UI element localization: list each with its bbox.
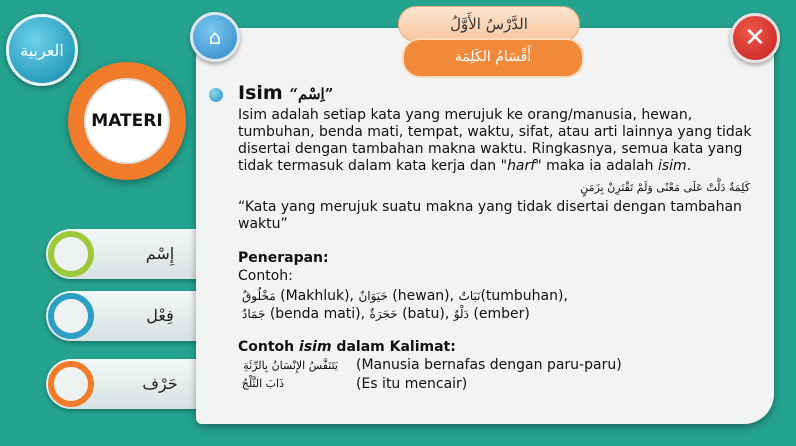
examples-row-1 [242,288,568,304]
nav-label-harf: حَرْف [142,374,178,393]
materi-label: MATERI [91,111,163,131]
example-meaning: (hewan), [392,288,455,304]
paragraph-text-2: " maka ia adalah [535,158,658,174]
paragraph-end: . [686,158,692,174]
example-meaning: (benda mati), [269,306,366,322]
paragraph-text: Isim adalah setiap kata yang merujuk ke orang/manusia, hewan, tumbuhan, benda mati, tempat, waktu, sifat, atau arti lainnya yang tidak disertai dengan tambahan makna waktu. Ringkasnya, semua kata yang tidak termasuk dalam kata kerja dan " [238,107,752,174]
kalimat-title-pre: Contoh [238,339,300,355]
example-arabic: نَبَاتٌ [458,289,481,303]
sentence-meaning: (Es itu mencair) [356,376,468,392]
definition-arabic: كَلِمَةٌ دَلَّتْ عَلَى مَعْنًى وَلَمْ تَقْتَرِنْ بِزَمَنٍ [580,181,750,194]
heading-title: Isim [238,82,283,104]
kalimat-title [238,339,456,355]
kalimat-title-em: isim [299,339,332,355]
app-logo [6,14,78,86]
kalimat-title-post: dalam Kalimat: [331,339,456,355]
example-meaning: (Makhluk), [280,288,354,304]
nav-ring-isim [48,231,94,277]
definition-quote: “Kata yang merujuk suatu makna yang tidak disertai dengan tambahan waktu” [238,199,742,232]
lesson-title: الدَّرْسُ الأَوَّلُ [398,6,580,42]
home-button[interactable] [190,12,240,62]
nav-ring-harf [48,361,94,407]
nav-label-isim: إِسْم [145,244,175,263]
nav-tab-fiil[interactable] [46,291,214,341]
example-arabic: مَخْلُوقٌ [242,289,276,303]
close-button[interactable] [730,13,780,63]
sentence-meaning: (Manusia bernafas dengan paru-paru) [356,357,622,373]
example-arabic: جَمَادٌ [242,307,266,321]
topic-title: أَقْسَامُ الكَلِمَة [402,38,584,78]
close-icon: ✕ [744,23,766,53]
nav-label-fiil: فِعْل [146,306,174,325]
example-meaning: (tumbuhan), [480,288,568,304]
example-arabic: حَيَوَانٌ [358,289,388,303]
heading-arabic: “اِسْم” [289,85,334,103]
sentence-arabic: يَتَنَفَّسُ الإِنْسَانُ بِالرِّئَةِ [243,359,338,372]
examples-row-2 [242,306,530,322]
sentence-arabic: ذَابَ الثَّلْجُ [241,377,284,390]
example-meaning: (ember) [473,306,530,322]
bullet-icon [209,88,223,102]
logo-text: العربية [20,40,64,60]
paragraph-harf: harf [507,158,536,174]
definition-paragraph [238,107,758,175]
penerapan-title: Penerapan: [238,250,329,266]
example-meaning: (batu), [402,306,450,322]
example-arabic: حَجَرَةٌ [369,307,398,321]
section-heading [238,82,333,104]
nav-ring-fiil [48,293,94,339]
home-icon: ⌂ [208,25,222,49]
contoh-label: Contoh: [238,268,293,284]
example-arabic: دَلْوٌ [453,307,469,321]
materi-badge [84,78,170,164]
paragraph-isim: isim [657,158,687,174]
nav-tab-isim[interactable] [46,229,214,279]
